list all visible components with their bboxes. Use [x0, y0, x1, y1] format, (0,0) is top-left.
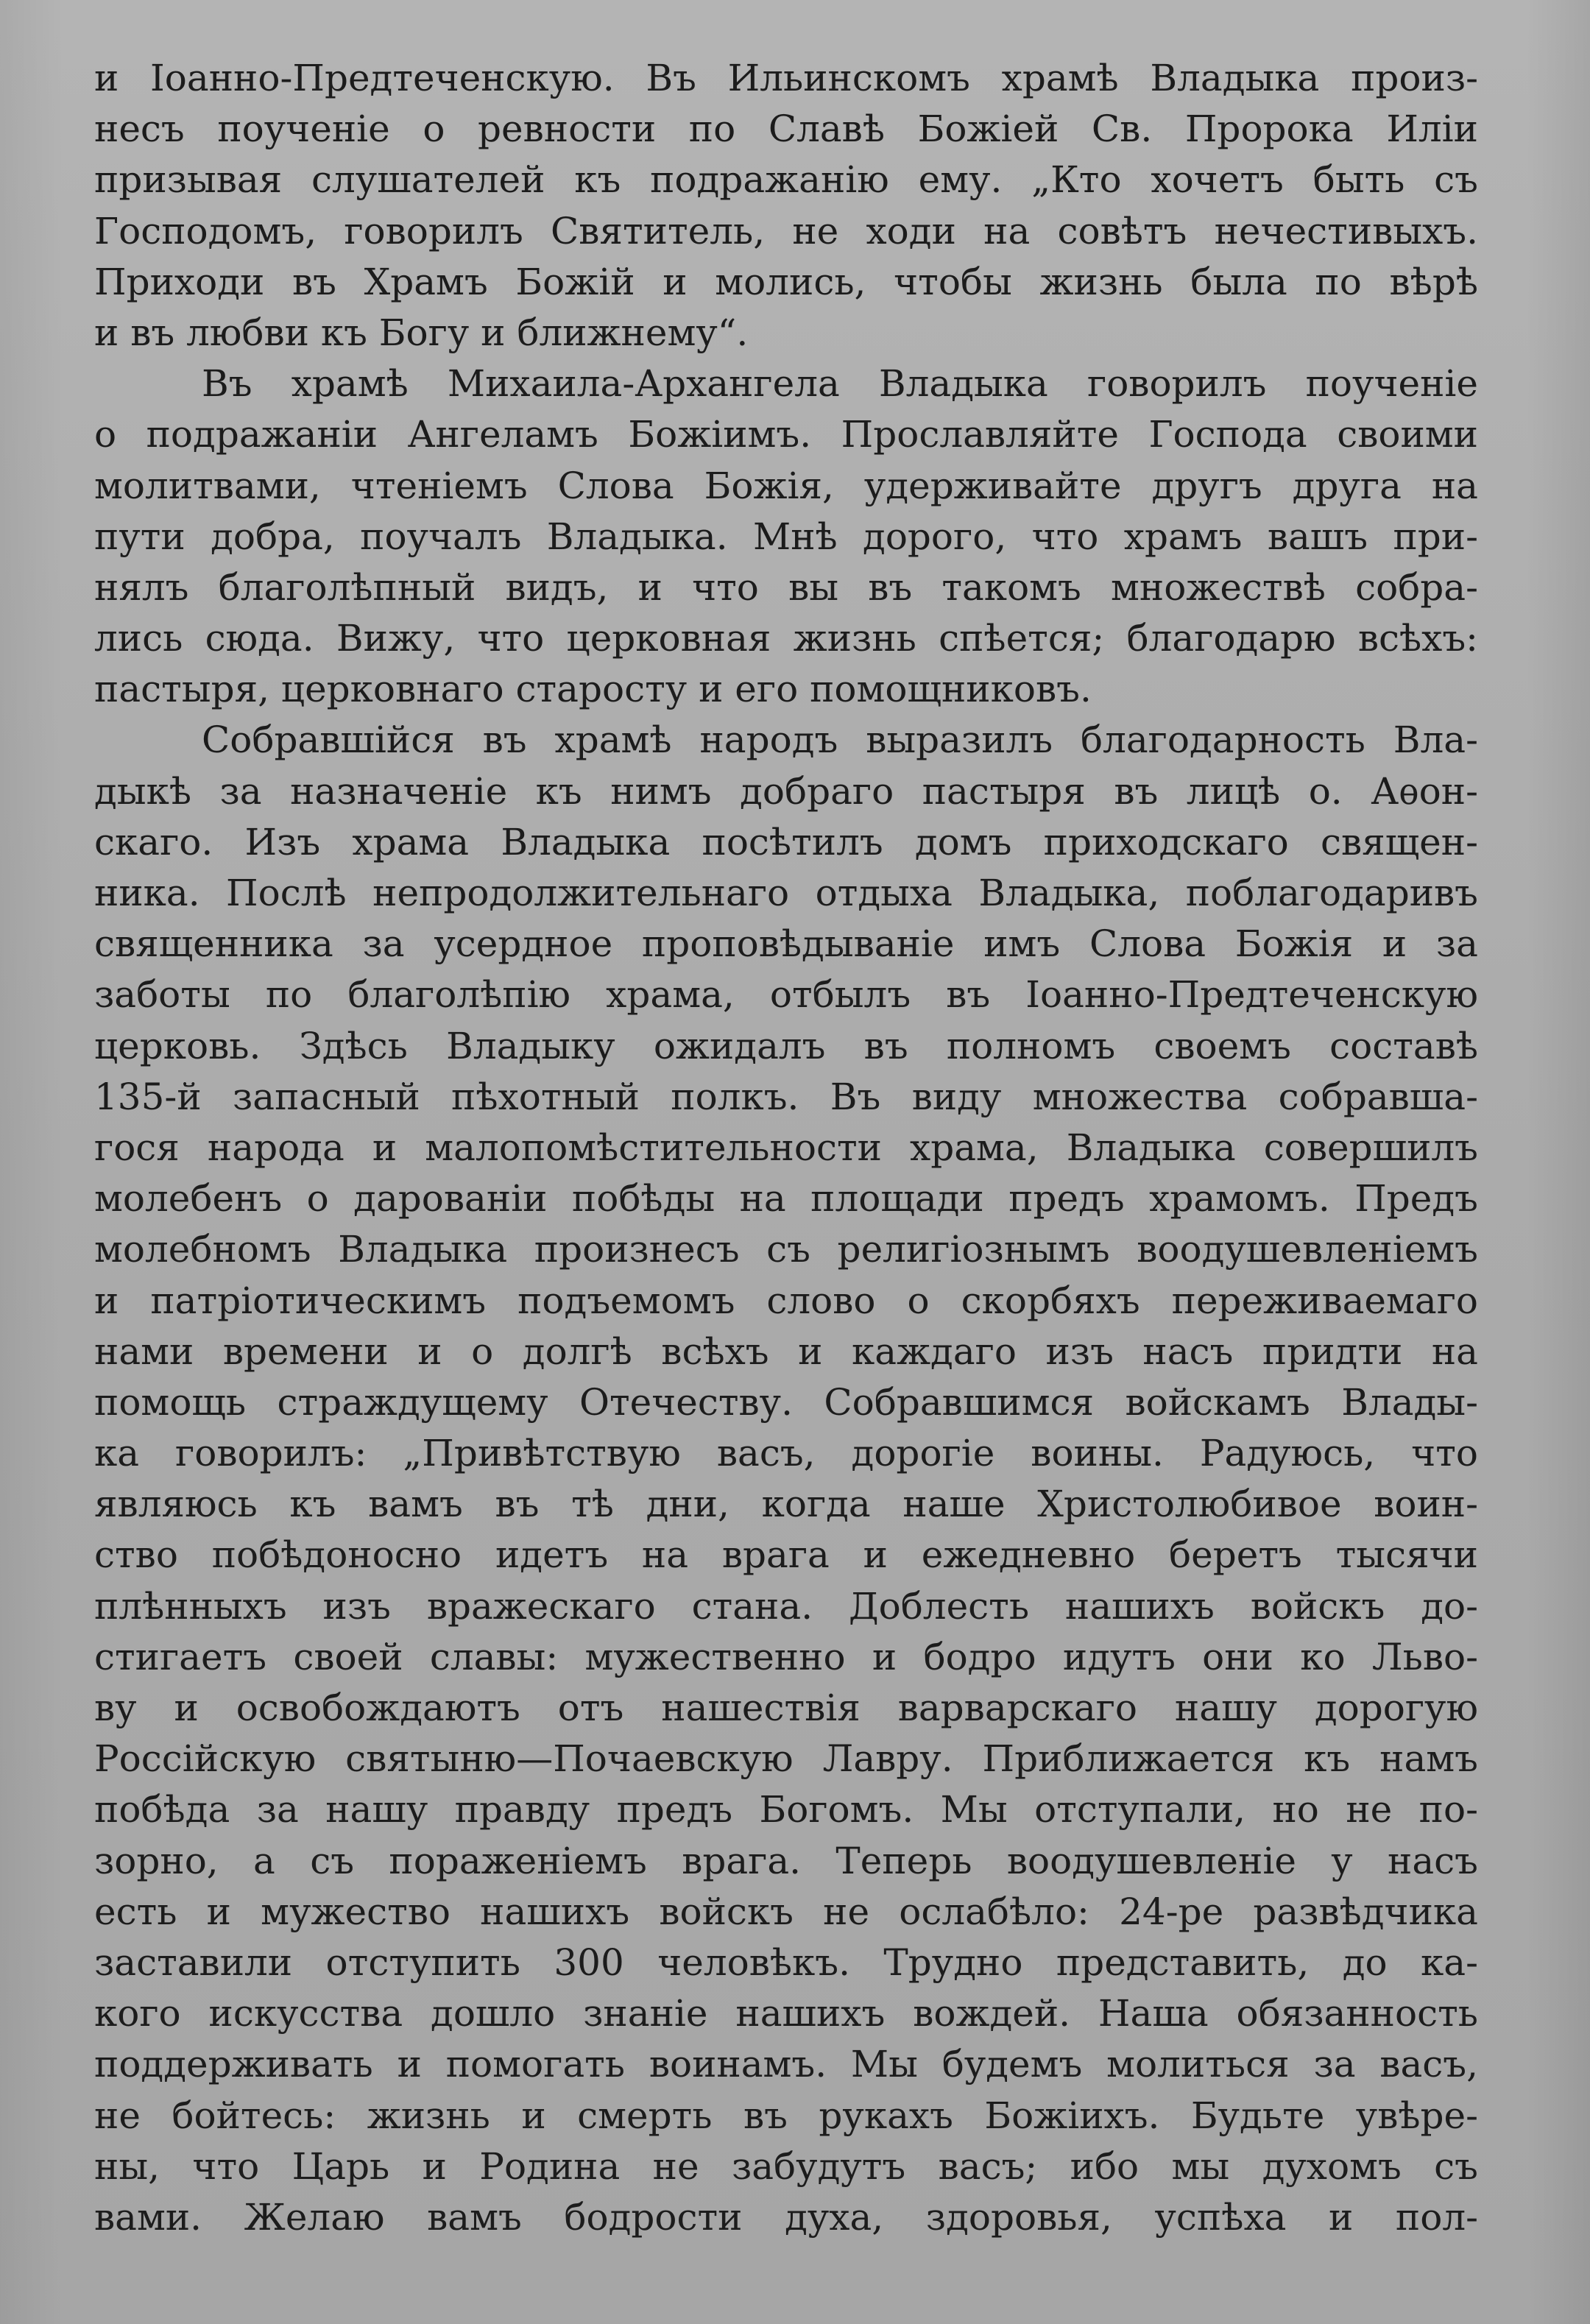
text-line: заботы по благолѣпію храма, отбылъ въ Іоанно-Предтеченскую	[94, 973, 1478, 1017]
text-line: скаго. Изъ храма Владыка посѣтилъ домъ приходскаго священ-	[94, 820, 1478, 863]
text-line: пути добра, поучалъ Владыка. Мнѣ дорого, что храмъ вашъ при-	[94, 515, 1478, 558]
text-line: являюсь къ вамъ въ тѣ дни, когда наше Христолюбивое воин-	[94, 1483, 1478, 1526]
text-line: ника. Послѣ непродолжительнаго отдыха Владыка, поблагодаривъ	[94, 872, 1478, 914]
text-line: ство побѣдоносно идетъ на врага и ежедневно беретъ тысячи	[94, 1533, 1478, 1577]
text-line: несъ поученіе о ревности по Славѣ Божіей Св. Пророка Иліи	[94, 107, 1478, 151]
text-line: не бойтесь: жизнь и смерть въ рукахъ Божіихъ. Будьте увѣре-	[94, 2094, 1478, 2137]
text-line: церковь. Здѣсь Владыку ожидалъ въ полномъ своемъ составѣ	[94, 1024, 1478, 1067]
text-line: и Іоанно-Предтеченскую. Въ Ильинскомъ храмѣ Владыка произ-	[94, 57, 1478, 99]
text-line: поддерживать и помогать воинамъ. Мы будемъ молиться за васъ,	[94, 2043, 1478, 2086]
text-line: 135-й запасный пѣхотный полкъ. Въ виду множества собравша-	[94, 1075, 1478, 1118]
body-text	[94, 53, 1478, 2243]
text-line: нялъ благолѣпный видъ, и что вы въ такомъ множествѣ собра-	[94, 565, 1478, 609]
text-line: молебенъ о дарованіи побѣды на площади предъ храмомъ. Предъ	[94, 1177, 1478, 1221]
text-line: есть и мужество нашихъ войскъ не ослабѣло: 24-ре развѣдчика	[94, 1890, 1478, 1933]
paragraph-first-line: Собравшійся въ храмѣ народъ выразилъ благодарность Вла-	[202, 718, 1478, 762]
text-line: помощь страждущему Отечеству. Собравшимся войскамъ Влады-	[94, 1380, 1478, 1424]
text-line: заставили отступить 300 человѣкъ. Трудно представить, до ка-	[94, 1940, 1478, 1984]
text-line: и въ любви къ Богу и ближнему“.	[94, 311, 749, 354]
text-line: нами времени и о долгѣ всѣхъ и каждаго изъ насъ придти на	[94, 1329, 1478, 1373]
text-line: священника за усердное проповѣдываніе имъ Слова Божія и за	[94, 922, 1478, 966]
text-line: ву и освобождаютъ отъ нашествія варварскаго нашу дорогую	[94, 1687, 1478, 1729]
text-line: дыкѣ за назначеніе къ нимъ добраго пастыря въ лицѣ о. Аѳон-	[94, 769, 1478, 813]
text-line: стигаетъ своей славы: мужественно и бодро идутъ они ко Льво-	[94, 1635, 1478, 1678]
text-line: пастыря, церковнаго старосту и его помощниковъ.	[94, 668, 1092, 711]
text-line: лись сюда. Вижу, что церковная жизнь спѣется; благодарю всѣхъ:	[94, 617, 1478, 660]
text-line: молитвами, чтеніемъ Слова Божія, удерживайте другъ друга на	[94, 464, 1478, 507]
text-line: Россійскую святыню—Почаевскую Лавру. Приближается къ намъ	[94, 1737, 1478, 1781]
text-line: ка говорилъ: „Привѣтствую васъ, дорогіе воины. Радуюсь, что	[94, 1432, 1478, 1475]
text-line: вами. Желаю вамъ бодрости духа, здоровья, успѣха и пол-	[94, 2195, 1478, 2239]
text-line: и патріотическимъ подъемомъ слово о скорбяхъ переживаемаго	[94, 1279, 1478, 1322]
text-line: плѣнныхъ изъ вражескаго стана. Доблесть нашихъ войскъ до-	[94, 1584, 1478, 1628]
text-line: Господомъ, говорилъ Святитель, не ходи на совѣтъ нечестивыхъ.	[94, 209, 1478, 252]
text-line: Приходи въ Храмъ Божій и молись, чтобы жизнь была по вѣрѣ	[94, 260, 1478, 303]
text-line: ны, что Царь и Родина не забудутъ васъ; ибо мы духомъ съ	[94, 2144, 1478, 2188]
text-line: о подражаніи Ангеламъ Божіимъ. Прославляйте Господа своими	[94, 413, 1478, 456]
text-line: гося народа и малопомѣстительности храма, Владыка совершилъ	[94, 1126, 1478, 1169]
text-line: зорно, а съ пораженіемъ врага. Теперь воодушевленіе у насъ	[94, 1839, 1478, 1882]
text-line: молебномъ Владыка произнесъ съ религіознымъ воодушевленіемъ	[94, 1228, 1478, 1271]
text-line: призывая слушателей къ подражанію ему. „Кто хочетъ быть съ	[94, 158, 1478, 202]
text-line: побѣда за нашу правду предъ Богомъ. Мы отступали, но не по-	[94, 1788, 1478, 1832]
paragraph-first-line: Въ храмѣ Михаила-Архангела Владыка говорилъ поученіе	[202, 362, 1478, 406]
text-line: кого искусства дошло знаніе нашихъ вождей. Наша обязанность	[94, 1992, 1478, 2035]
